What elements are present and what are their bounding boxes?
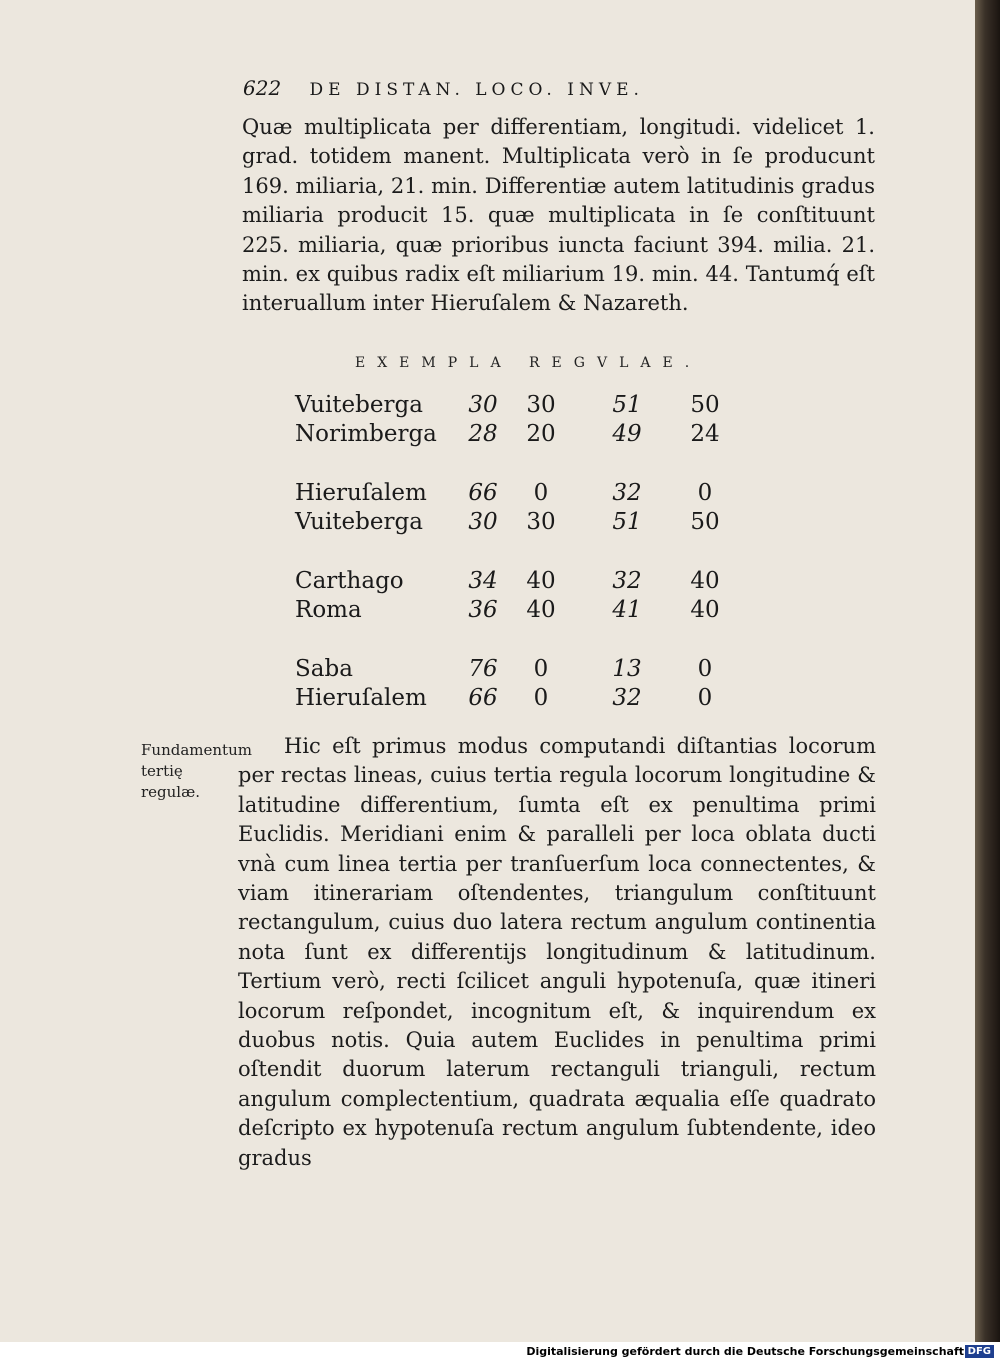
value-cell: 51 — [612, 509, 642, 535]
place-name: Hieruſalem — [295, 685, 427, 711]
value-cell: 0 — [533, 480, 549, 506]
value-cell: 30 — [468, 509, 498, 535]
value-cell: 50 — [690, 509, 720, 535]
value-cell: 40 — [526, 597, 556, 623]
place-name: Saba — [295, 656, 353, 682]
place-name: Carthago — [295, 568, 404, 594]
value-cell: 32 — [612, 685, 642, 711]
running-head — [243, 76, 863, 100]
value-cell: 66 — [468, 685, 498, 711]
paragraph-1: Quæ multiplicata per differentiam, longitudi. videlicet 1. grad. totidem manent. Multiplicata verò in ſe producunt 169. miliaria, 21. min. Differentiæ autem latitudinis gradus miliaria producit 15. quæ multiplicata in ſe conſtituunt 225. miliaria, quæ prioribus iuncta faciunt 394. milia. 21. min. ex quibus radix eſt miliarium 19. min. 44. Tantumq́ eſt interuallum inter Hieruſalem & Nazareth. — [242, 115, 875, 316]
paragraph-2: Hic eſt primus modus computandi diſtantias locorum per rectas lineas, cuius tertia regula locorum longitudine & latitudine differentium, ſumta eſt ex penultima primi Euclidis. Meridiani enim & paralleli per loca oblata ducti vnà cum linea tertia per tranſuerſum loca connectentes, & viam itinerariam oſtendentes, triangulum conſtituunt rectangulum, cuius duo latera rectum angulum continentia nota ſunt ex differentijs longitudinum & latitudinum. Tertium verò, recti ſcilicet anguli hypotenuſa, quæ itineri locorum reſpondet, incognitum eſt, & inquirendum ex duobus notis. Quia autem Euclides in penultima primi oſtendit duorum laterum rectanguli trianguli, rectum angulum complectentium, quadrata æqualia eſſe quadrato deſcripto ex hypotenuſa rectum angulum ſubtendente, ideo gradus — [238, 734, 876, 1170]
place-name: Vuiteberga — [295, 392, 423, 418]
value-cell: 0 — [697, 480, 713, 506]
value-cell: 40 — [690, 597, 720, 623]
value-cell: 41 — [612, 597, 642, 623]
value-cell: 50 — [690, 392, 720, 418]
value-cell: 0 — [697, 685, 713, 711]
value-cell: 51 — [612, 392, 642, 418]
marginal-note: Fundamentum tertię regulæ. — [141, 741, 252, 801]
value-cell: 76 — [468, 656, 498, 682]
value-cell: 13 — [612, 656, 642, 682]
place-name: Roma — [295, 597, 362, 623]
page-number: 622 — [243, 76, 282, 100]
value-cell: 49 — [612, 421, 642, 447]
value-cell: 20 — [526, 421, 556, 447]
value-cell: 0 — [533, 656, 549, 682]
footer-bar — [0, 1342, 1000, 1362]
value-cell: 40 — [526, 568, 556, 594]
value-cell: 28 — [468, 421, 498, 447]
place-name: Vuiteberga — [295, 509, 423, 535]
value-cell: 30 — [526, 509, 556, 535]
value-cell: 0 — [533, 685, 549, 711]
value-cell: 32 — [612, 568, 642, 594]
value-cell: 36 — [468, 597, 498, 623]
value-cell: 0 — [697, 656, 713, 682]
value-cell: 24 — [690, 421, 720, 447]
value-cell: 34 — [468, 568, 498, 594]
value-cell: 40 — [690, 568, 720, 594]
value-cell: 32 — [612, 480, 642, 506]
place-name: Norimberga — [295, 421, 437, 447]
value-cell: 30 — [526, 392, 556, 418]
running-title: DE DISTAN. LOCO. INVE. — [309, 80, 644, 100]
section-heading: EXEMPLA REGVLAE. — [355, 355, 702, 371]
value-cell: 30 — [468, 392, 498, 418]
book-edge — [975, 0, 1000, 1342]
place-name: Hieruſalem — [295, 480, 427, 506]
value-cell: 66 — [468, 480, 498, 506]
dfg-logo: DFG — [965, 1345, 994, 1358]
footer-credit: Digitalisierung gefördert durch die Deutsche Forschungsgemeinschaft — [526, 1345, 964, 1358]
